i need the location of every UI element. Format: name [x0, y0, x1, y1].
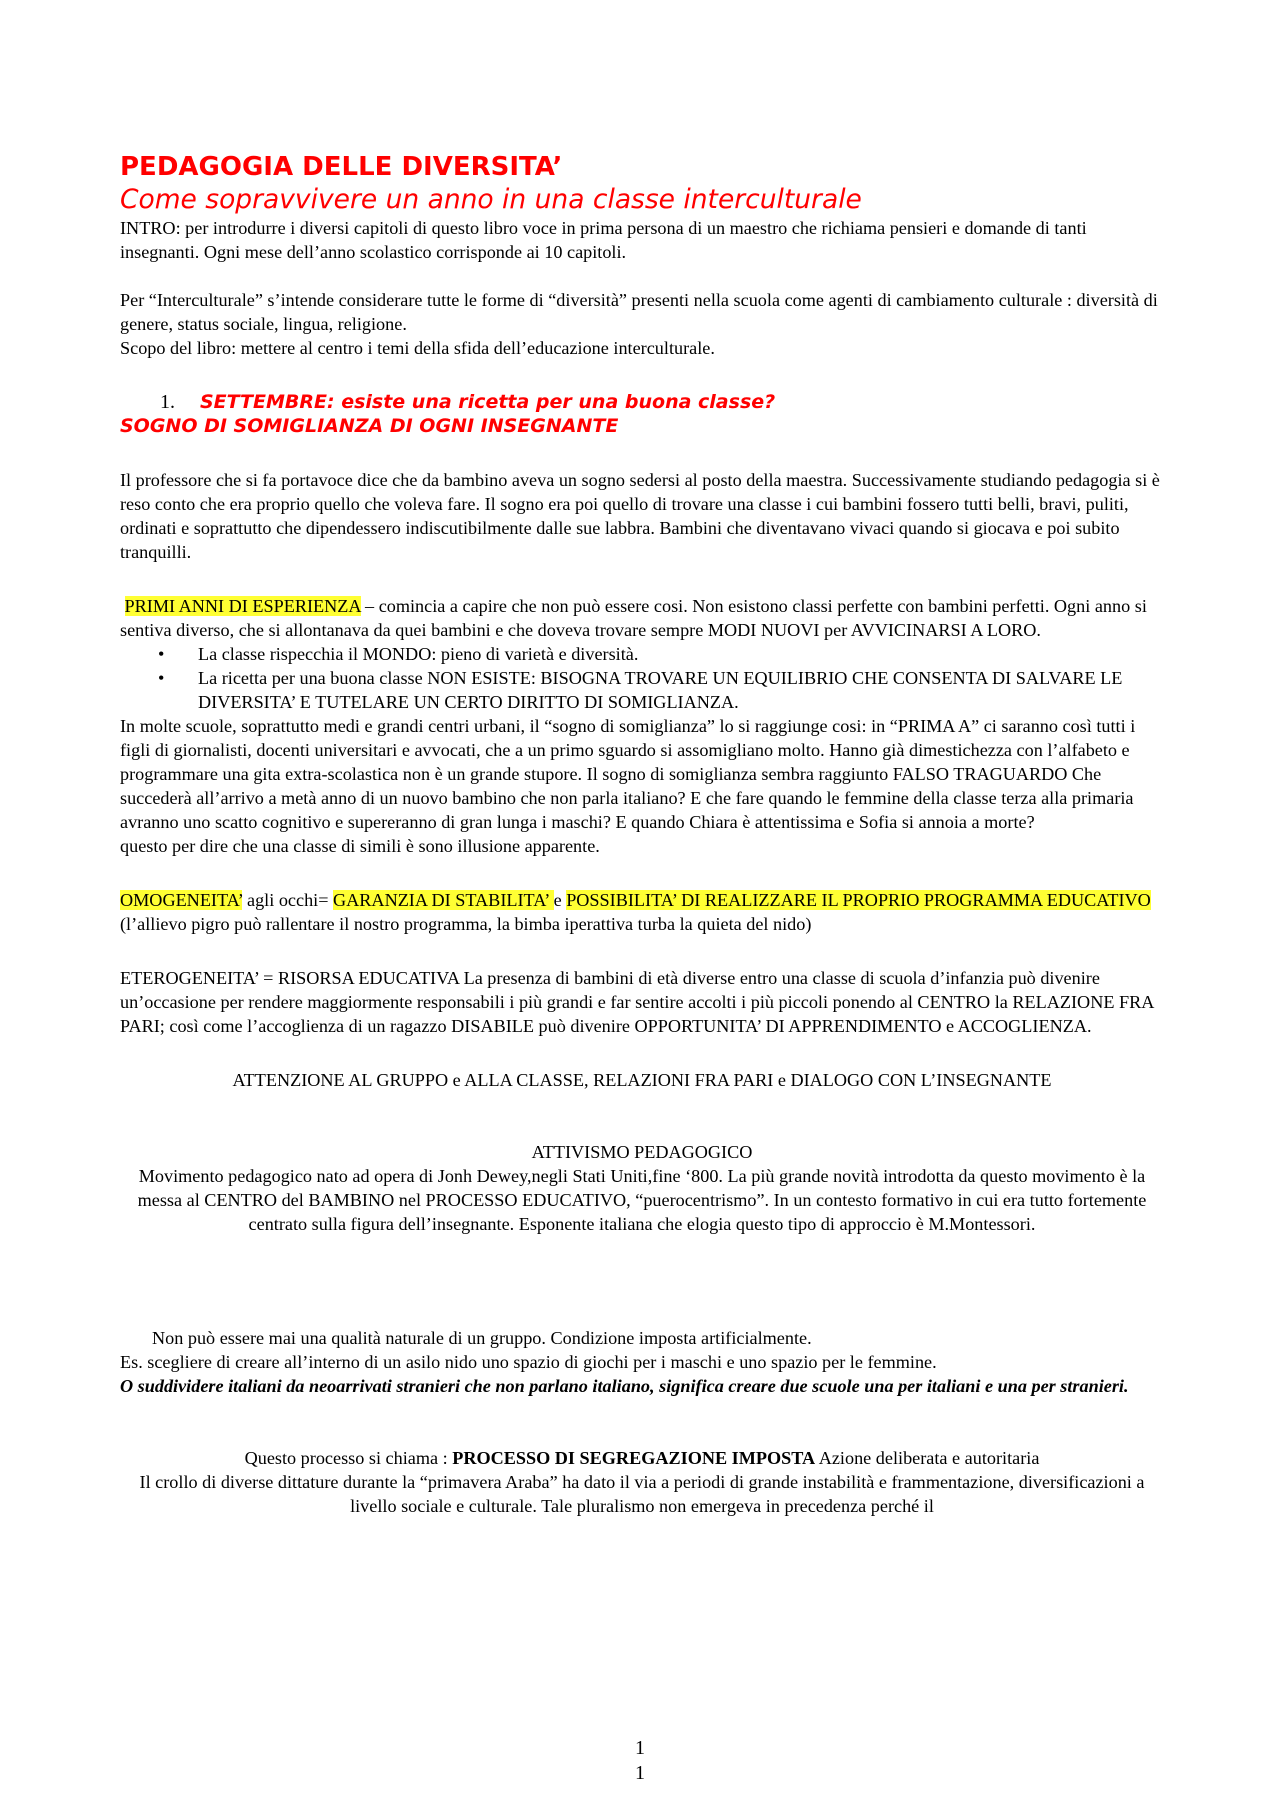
intro-paragraph: INTRO: per introdurre i diversi capitoli di questo libro voce in prima persona di un maestro che richiama pensieri e domande di tanti insegnanti. Ogni mese dell’anno scolastico corrisponde ai 10 capitoli. [120, 218, 1087, 262]
chapter-title: SETTEMBRE: esiste una ricetta per una buona classe? [200, 391, 776, 413]
segregation-example: O suddividere italiani da neoarrivati stranieri che non parlano italiano, significa creare due scuole una per italiani e una per stranieri. [120, 1376, 1129, 1396]
intercultural-definition: Per “Interculturale” s’intende considerare tutte le forme di “diversità” presenti nella scuola come agenti di cambiamento culturale : diversità di genere, status sociale, lingua, religione. [120, 290, 1158, 334]
attention-line: ATTENZIONE AL GRUPPO e ALLA CLASSE, RELAZIONI FRA PARI e DIALOGO CON L’INSEGNANTE [232, 1070, 1052, 1090]
document-page [120, 150, 1164, 1518]
key-points-list [120, 642, 1164, 714]
program-highlight: POSSIBILITA’ DI REALIZZARE IL PROPRIO PROGRAMMA EDUCATIVO [566, 890, 1151, 910]
list-item [120, 666, 1164, 714]
homogeneity-paragraph [120, 888, 1164, 912]
chapter-number: 1. [160, 391, 175, 413]
arab-spring-paragraph: Il crollo di diverse dittature durante la “primavera Araba” ha dato il via a periodi di grande instabilità e frammentazione, diversificazioni a livello sociale e culturale. Tale pluralismo non emergeva in precedenza perché il [139, 1472, 1145, 1516]
professor-paragraph: Il professore che si fa portavoce dice che da bambino aveva un sogno sedersi al posto della maestra. Successivamente studiando pedagogia si è reso conto che era proprio quello che voleva fare. Il sogno era poi quello di trovare una classe i cui bambini fossero tutti belli, bravi, puliti, ordinati e soprattutto che dipendessero indiscutibilmente dalle sue labbra. Bambini che diventavano vivaci quando si giocava e poi subito tranquilli. [120, 470, 1160, 562]
first-years-text: – comincia a capire che non può essere cosi. Non esistono classi perfette con bambini perfetti. Ogni anno si sentiva diverso, che si allontanava da quei bambini e che doveva trovare sempre MODI NUOVI per AVVICINARSI A LORO. [120, 596, 1147, 640]
conjunction-text: e [553, 890, 567, 910]
page-number-line: 1 [635, 1762, 645, 1784]
illusion-paragraph: questo per dire che una classe di simili è sono illusione apparente. [120, 836, 600, 856]
first-years-highlight: PRIMI ANNI DI ESPERIENZA [124, 596, 361, 616]
page-number [0, 1736, 1280, 1786]
bullet-icon: • [158, 644, 165, 664]
segregation-term: PROCESSO DI SEGREGAZIONE IMPOSTA [452, 1448, 816, 1468]
example-line: Es. scegliere di creare all’interno di un asilo nido uno spazio di giochi per i maschi e uno spazio per le femmine. [120, 1352, 937, 1372]
schools-paragraph: In molte scuole, soprattutto medi e grandi centri urbani, il “sogno di somiglianza” lo si raggiunge cosi: in “PRIMA A” ci saranno così tutti i figli di giornalisti, docenti universitari e avvocati, che a un primo sguardo si assomigliano molto. Hanno già dimestichezza con l’alfabeto e programmare una gita extra-scolastica non è un grande stupore. Il sogno di somiglianza sembra raggiunto FALSO TRAGUARDO Che succederà all’arrivo a metà anno di un nuovo bambino che non parla italiano? E che fare quando le femmine della classe terza alla primaria avranno uno scatto cognitivo e supereranno di gran lunga i maschi? E quando Chiara è attentissima e Sofia si annoia a morte? [120, 716, 1136, 832]
segregation-suffix: Azione deliberata e autoritaria [815, 1448, 1040, 1468]
list-item-text: La classe rispecchia il MONDO: pieno di varietà e diversità. [198, 644, 639, 664]
first-years-paragraph [120, 594, 1164, 642]
chapter-1-heading [120, 390, 1164, 414]
document-title: PEDAGOGIA DELLE DIVERSITA’ [120, 152, 563, 182]
natural-quality-line: Non può essere mai una qualità naturale di un gruppo. Condizione imposta artificialmente. [152, 1328, 812, 1348]
activism-heading: ATTIVISMO PEDAGOGICO [531, 1142, 753, 1162]
activism-paragraph: Movimento pedagogico nato ad opera di Jonh Dewey,negli Stati Uniti,fine ‘800. La più grande novità introdotta da questo movimento è la messa al CENTRO del BAMBINO nel PROCESSO EDUCATIVO, “puerocentrismo”. In un contesto formativo in cui era tutto fortemente centrato sulla figura dell’insegnante. Esponente italiana che elogia questo tipo di approccio è M.Montessori. [137, 1166, 1147, 1234]
segregation-prefix: Questo processo si chiama : [244, 1448, 453, 1468]
homogeneity-highlight: OMOGENEITA’ [120, 890, 243, 910]
book-scope: Scopo del libro: mettere al centro i temi della sfida dell’educazione interculturale. [120, 338, 715, 358]
heterogeneity-paragraph: ETEROGENEITA’ = RISORSA EDUCATIVA La presenza di bambini di età diverse entro una classe di scuola d’infanzia può divenire un’occasione per rendere maggiormente responsabili i più grandi e far sentire accolti i più piccoli ponendo al CENTRO la RELAZIONE FRA PARI; così come l’accoglienza di un ragazzo DISABILE può divenire OPPORTUNITA’ DI APPRENDIMENTO e ACCOGLIENZA. [120, 968, 1154, 1036]
list-item [120, 642, 1164, 666]
chapter-subheading: SOGNO DI SOMIGLIANZA DI OGNI INSEGNANTE [120, 415, 619, 437]
bullet-icon: • [158, 668, 165, 688]
list-item-text: La ricetta per una buona classe NON ESISTE: BISOGNA TROVARE UN EQUILIBRIO CHE CONSENTA DI SALVARE LE DIVERSITA’ E TUTELARE UN CERTO DIRITTO DI SOMIGLIANZA. [198, 668, 1123, 712]
homogeneity-note: (l’allievo pigro può rallentare il nostro programma, la bimba iperattiva turba la quieta del nido) [120, 914, 812, 934]
page-number-line: 1 [635, 1737, 645, 1759]
homogeneity-text: agli occhi= [242, 890, 334, 910]
stability-highlight: GARANZIA DI STABILITA’ [333, 890, 554, 910]
segregation-line [120, 1446, 1164, 1470]
document-subtitle: Come sopravvivere un anno in una classe interculturale [120, 184, 862, 215]
